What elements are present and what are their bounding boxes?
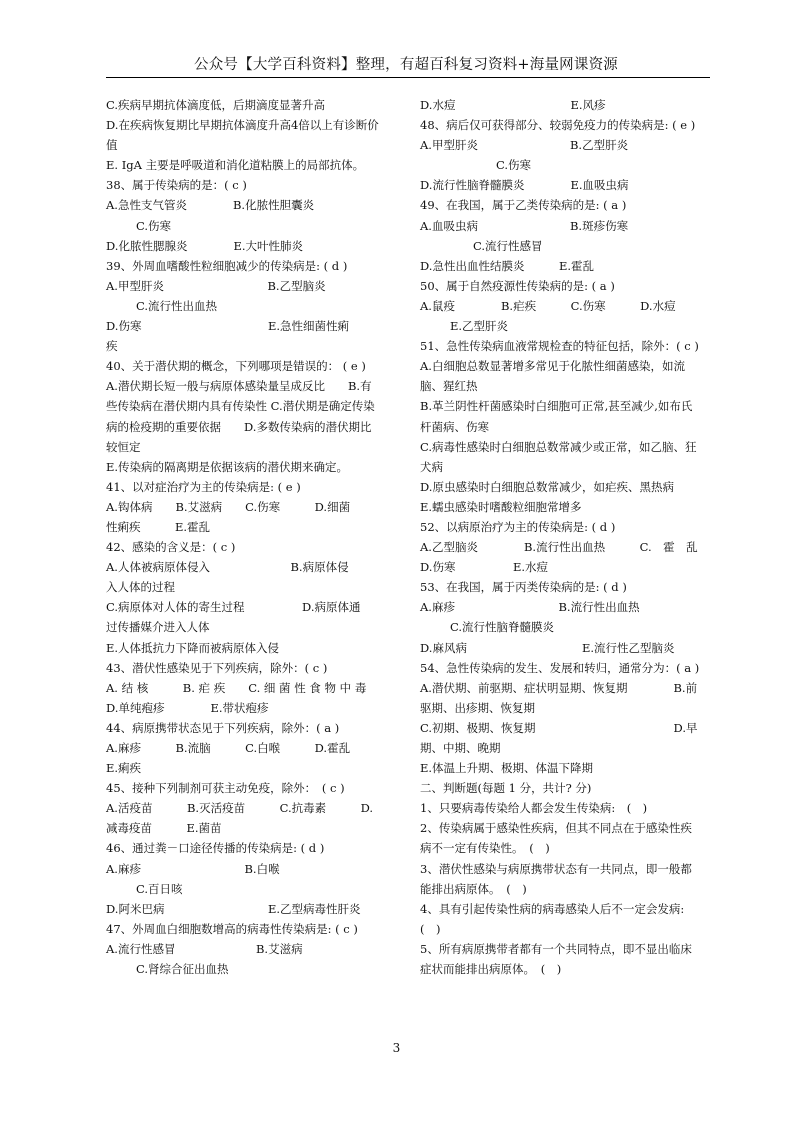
text-line: 病的检疫期的重要依据 D.多数传染病的潜伏期比 [106, 419, 372, 434]
text-line: A.乙型脑炎 B.流行性出血热 C. 霍 乱 [420, 540, 698, 555]
text-line: D.化脓性腮腺炎 E.大叶性肺炎 [106, 238, 304, 253]
text-line: 较恒定 [106, 439, 141, 454]
text-line: D.流行性脑脊髓膜炎 E.血吸虫病 [420, 178, 629, 193]
text-line: 2、传染病属于感染性疾病，但其不同点在于感染性疾 [420, 821, 692, 836]
text-line: A.麻疹 B.白喉 [106, 861, 280, 876]
text-line: C.伤寒 [450, 158, 532, 173]
text-line: 44、病原携带状态见于下列疾病，除外：( a ) [106, 720, 340, 735]
text-line: A.流行性感冒 B.艾滋病 [106, 941, 303, 956]
text-line: 入人体的过程 [106, 580, 175, 595]
text-line: A.潜伏期长短一般与病原体感染量呈成反比 B.有 [106, 379, 372, 394]
text-line: 性痢疾 E.霍乱 [106, 519, 211, 534]
text-line: E.痢疾 [106, 761, 142, 776]
text-line: D.伤寒 E.水痘 [420, 560, 549, 575]
right-column [420, 95, 710, 979]
text-line: A.血吸虫病 B.斑疹伤寒 [420, 218, 629, 233]
text-line: A.潜伏期、前驱期、症状明显期、恢复期 B.前 [420, 680, 698, 695]
text-line: D.麻风病 E.流行性乙型脑炎 [420, 640, 675, 655]
text-line: C.疾病早期抗体滴度低，后期滴度显著升高 [106, 98, 326, 112]
text-line: D.急性出血性结膜炎 E.霍乱 [420, 258, 595, 273]
text-line: E.蠕虫感染时嗜酸粒细胞常增多 [420, 499, 582, 514]
text-line: D.单纯疱疹 E.带状疱疹 [106, 700, 269, 715]
text-line: 值 [106, 138, 118, 153]
text-line: A.白细胞总数显著增多常见于化脓性细菌感染，如流 [420, 359, 685, 374]
text-line: 杆菌病、伤寒 [420, 419, 489, 434]
text-line: 疾 [106, 339, 118, 354]
text-line: 45、接种下列制剂可获主动免疫，除外： ( c ) [106, 781, 345, 796]
text-line: 期、中期、晚期 [420, 741, 501, 755]
page-header: 公众号【大学百科资料】整理，有超百科复习资料+海量网课资源 [194, 57, 618, 73]
text-line: 47、外周血白细胞数增高的病毒性传染病是: ( c ) [106, 921, 358, 936]
text-line: C.肾综合征出血热 [136, 962, 229, 977]
text-line: 40、关于潜伏期的概念，下列哪项是错误的： ( e ) [106, 359, 366, 374]
text-line: C.流行性脑脊髓膜炎 [450, 620, 555, 635]
text-line: A.急性支气管炎 B.化脓性胆囊炎 [106, 198, 315, 213]
text-line: C.初期、极期、恢复期 D.早 [420, 720, 698, 735]
text-line: C.病毒性感染时白细胞总数常减少或正常，如乙脑、狂 [420, 439, 697, 454]
text-line: A.麻疹 B.流脑 C.白喉 D.霍乱 [106, 741, 351, 755]
text-line: 犬病 [420, 459, 443, 474]
text-line: E.人体抵抗力下降而被病原体入侵 [106, 640, 280, 655]
text-line: E.体温上升期、极期、体温下降期 [420, 761, 594, 776]
text-line: A.钩体病 B.艾滋病 C.伤寒 D.细菌 [106, 499, 351, 514]
text-line: A.甲型肝炎 B.乙型肝炎 [420, 138, 629, 153]
page-number: 3 [392, 1041, 401, 1055]
text-line: 38、属于传染病的是：( c ) [106, 178, 247, 193]
text-line: ( ) [420, 921, 441, 936]
text-line: A.活疫苗 B.灭活疫苗 C.抗毒素 D. [106, 801, 374, 816]
text-line: 51、急性传染病血液常规检查的特征包括，除外：( c ) [420, 339, 699, 354]
text-line: 些传染病在潜伏期内具有传染性 C.潜伏期是确定传染 [106, 399, 375, 414]
text-line: 50、属于自然疫源性传染病的是: ( a ) [420, 278, 615, 293]
text-line: A.甲型肝炎 B.乙型脑炎 [106, 278, 326, 293]
text-line: 二、判断题(每题 1 分，共计? 分) [420, 781, 592, 796]
left-column [106, 95, 396, 979]
text-line: E.传染病的隔离期是依据该病的潜伏期来确定。 [106, 459, 349, 474]
text-line: 脑、猩红热 [420, 379, 478, 394]
text-line: A.鼠疫 B.疟疾 C.伤寒 D.水痘 [420, 298, 676, 313]
text-line: 病不一定有传染性。 ( ) [420, 841, 550, 856]
text-line: 49、在我国，属于乙类传染病的是: ( a ) [420, 198, 627, 213]
text-line: D.阿米巴病 E.乙型病毒性肝炎 [106, 901, 361, 916]
text-line: 症状而能排出病原体。 ( ) [420, 962, 562, 977]
text-line: D.原虫感染时白细胞总数常减少，如疟疾、黑热病 [420, 479, 674, 494]
text-line: C.百日咳 [136, 881, 183, 896]
text-line: A. 结 核 B. 疟 疾 C. 细 菌 性 食 物 中 毒 [106, 680, 367, 695]
header-rule [106, 77, 710, 78]
text-line: D.伤寒 E.急性细菌性痢 [106, 319, 350, 334]
text-line: A.麻疹 B.流行性出血热 [420, 600, 640, 615]
text-line: C.伤寒 [136, 218, 172, 233]
text-line: E.乙型肝炎 [450, 319, 509, 334]
text-line: 过传播媒介进入人体 [106, 620, 210, 635]
text-line: 5、所有病原携带者都有一个共同特点，即不显出临床 [420, 941, 692, 956]
text-line: 48、病后仅可获得部分、较弱免疫力的传染病是: ( e ) [420, 118, 696, 133]
text-line: E. IgA 主要是呼吸道和消化道粘膜上的局部抗体。 [106, 158, 365, 173]
text-line: 1、只要病毒传染给人都会发生传染病: ( ) [420, 801, 648, 816]
text-line: 驱期、出疹期、恢复期 [420, 700, 535, 715]
text-line: 能排出病原体。 ( ) [420, 881, 527, 896]
text-line: 53、在我国，属于丙类传染病的是: ( d ) [420, 580, 627, 595]
text-line: C.流行性出血热 [136, 298, 218, 313]
text-line: 54、急性传染病的发生、发展和转归，通常分为：( a ) [420, 660, 700, 675]
text-line: 39、外周血嗜酸性粒细胞减少的传染病是: ( d ) [106, 258, 348, 273]
text-line: 43、潜伏性感染见于下列疾病，除外：( c ) [106, 660, 328, 675]
text-line: 3、潜伏性感染与病原携带状态有一共同点，即一般都 [420, 861, 692, 876]
text-line: A.人体被病原体侵入 B.病原体侵 [106, 560, 349, 575]
text-line: D.水痘 E.风疹 [420, 98, 606, 112]
text-line: C.流行性感冒 [450, 238, 543, 253]
text-line: D.在疾病恢复期比早期抗体滴度升高4倍以上有诊断价 [106, 118, 379, 133]
text-line: 42、感染的含义是：( c ) [106, 540, 236, 555]
text-line: B.革兰阴性杆菌感染时白细胞可正常,甚至减少,如布氏 [420, 399, 693, 414]
text-line: 4、具有引起传染性病的病毒感染人后不一定会发病: [420, 901, 685, 916]
text-line: 41、以对症治疗为主的传染病是: ( e ) [106, 479, 301, 494]
text-line: 52、以病原治疗为主的传染病是: ( d ) [420, 519, 616, 534]
text-line: 减毒疫苗 E.菌苗 [106, 821, 222, 836]
text-line: C.病原体对人体的寄生过程 D.病原体通 [106, 600, 361, 615]
text-line: 46、通过粪－口途径传播的传染病是: ( d ) [106, 841, 325, 856]
